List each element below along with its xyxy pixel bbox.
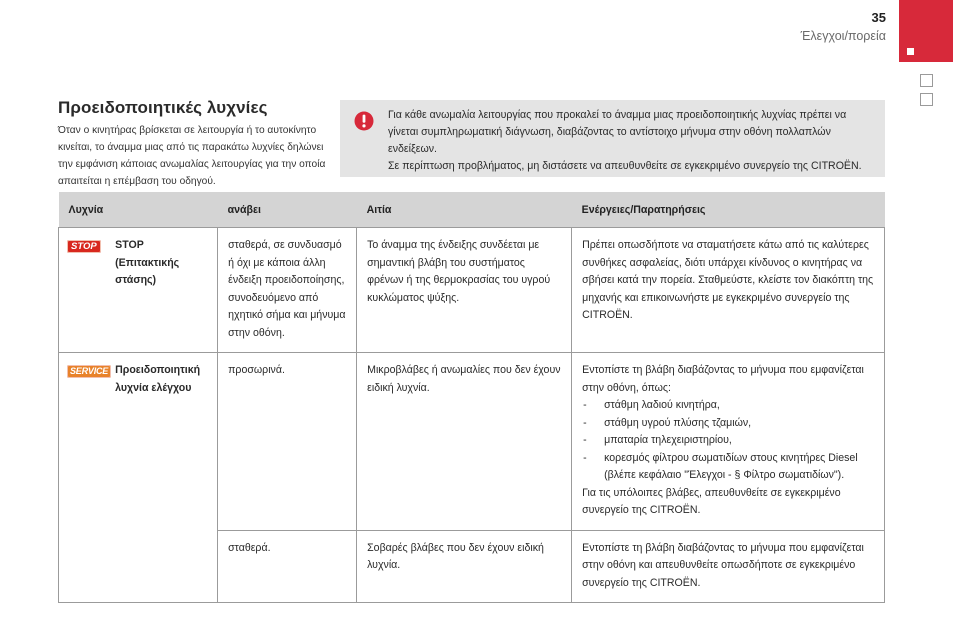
chapter-nav-square-icon: [920, 74, 933, 87]
lamp-icon-cell: [59, 228, 112, 353]
header-lamp: Λυχνία: [59, 192, 218, 228]
page-number: 35: [871, 10, 886, 25]
lamp-on-condition: σταθερά.: [218, 530, 357, 603]
list-item: - μπαταρία τηλεχειριστηρίου,: [582, 432, 876, 450]
page-title: Προειδοποιητικές λυχνίες: [58, 98, 268, 117]
chapter-tab: [899, 0, 953, 62]
warning-lamps-table: [58, 192, 885, 603]
action-intro: Εντοπίστε τη βλάβη διαβάζοντας το μήνυμα που εμφανίζεται στην οθόνη, όπως:: [582, 364, 864, 394]
warning-line-1: Για κάθε ανωμαλία λειτουργίας που προκαλεί το άναμμα μιας προειδοποιητικής λυχνίας πρέπει να γίνεται συμπληρωματική διάγνωση, διαβάζοντας το αντίστοιχο μήνυμα στην οθόνη πολλαπλών ενδείξεων.: [388, 109, 847, 155]
list-item: - κορεσμός φίλτρου σωματιδίων στους κινητήρες Diesel (βλέπε κεφάλαιο "Έλεγχοι - § Φίλτρο σωματιδίων").: [582, 450, 876, 485]
intro-paragraph: Όταν ο κινητήρας βρίσκεται σε λειτουργία ή το αυτοκίνητο κινείται, το άναμμα μιας από τις παρακάτω λυχνίες δηλώνει την εμφάνιση κάποιας ανωμαλίας λειτουργίας για την οποία απαιτείται η επέμβαση του οδηγού.: [58, 125, 326, 187]
warning-box: [340, 100, 885, 177]
stop-lamp-icon: STOP: [67, 240, 101, 253]
table-row: [59, 353, 885, 531]
lamp-cause: Μικροβλάβες ή ανωμαλίες που δεν έχουν ειδική λυχνία.: [357, 353, 572, 531]
header-cause: Αιτία: [357, 192, 572, 228]
lamp-cause: Σοβαρές βλάβες που δεν έχουν ειδική λυχνία.: [357, 530, 572, 603]
section-title: Έλεγχοι/πορεία: [800, 29, 886, 43]
action-list: [582, 397, 876, 485]
exclamation-icon: [354, 111, 374, 131]
lamp-icon-cell: [59, 353, 112, 603]
warning-line-2: Σε περίπτωση προβλήματος, μη διστάσετε να απευθυνθείτε σε εγκεκριμένο συνεργείο της CITROËN.: [388, 160, 862, 172]
list-item: - στάθμη λαδιού κινητήρα,: [582, 397, 876, 415]
warning-text: [388, 107, 878, 175]
table-header-row: [59, 192, 885, 228]
lamp-name: STOP (Επιτακτικής στάσης): [111, 228, 218, 353]
table-row: [59, 228, 885, 353]
lamp-on-condition: προσωρινά.: [218, 353, 357, 531]
lamp-name: Προειδοποιητική λυχνία ελέγχου: [111, 353, 218, 603]
lamp-action: [572, 353, 885, 531]
lamp-action: Πρέπει οπωσδήποτε να σταματήσετε κάτω από τις καλύτερες συνθήκες ασφαλείας, διότι υπάρχει κίνδυνος ο κινητήρας να σβήσει κατά την πορεία. Σταθμεύστε, κλείστε τον διακόπτη της μηχανής και επικοινωνήστε με εγκεκριμένο συνεργείο της CITROËN.: [572, 228, 885, 353]
list-item: - στάθμη υγρού πλύσης τζαμιών,: [582, 415, 876, 433]
header-on: ανάβει: [218, 192, 357, 228]
lamp-action: Εντοπίστε τη βλάβη διαβάζοντας το μήνυμα που εμφανίζεται στην οθόνη και απευθυνθείτε οπωσδήποτε σε εγκεκριμένο συνεργείο της CITROËN.: [572, 530, 885, 603]
chapter-marker-icon: [907, 48, 914, 55]
action-outro: Για τις υπόλοιπες βλάβες, απευθυνθείτε σε εγκεκριμένο συνεργείο της CITROËN.: [582, 486, 841, 516]
header-action: Ενέργειες/Παρατηρήσεις: [572, 192, 885, 228]
chapter-nav-square-icon: [920, 93, 933, 106]
lamp-on-condition: σταθερά, σε συνδυασμό ή όχι με κάποια άλλη ένδειξη προειδοποίησης, συνοδευόμενο από ηχητικό σήμα και μήνυμα στην οθόνη.: [218, 228, 357, 353]
service-lamp-icon: SERVICE: [67, 365, 111, 378]
lamp-cause: Το άναμμα της ένδειξης συνδέεται με σημαντική βλάβη του συστήματος φρένων ή της θερμοκρασίας του υγρού κυκλώματος ψύξης.: [357, 228, 572, 353]
